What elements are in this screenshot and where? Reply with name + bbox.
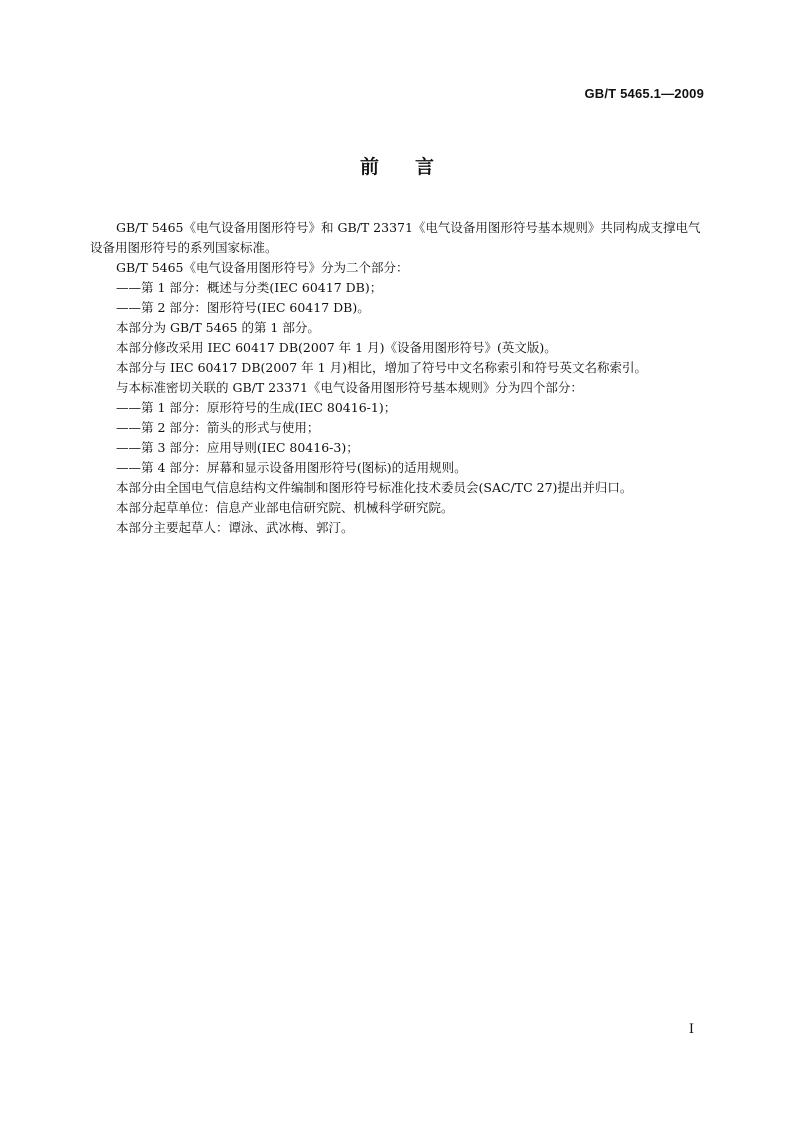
page-title: 前言 bbox=[359, 156, 470, 178]
foreword-body bbox=[90, 218, 704, 538]
list-item: ——第 3 部分：应用导则(IEC 80416-3)； bbox=[116, 440, 359, 455]
paragraph-part-statement: 本部分为 GB/T 5465 的第 1 部分。 bbox=[116, 320, 320, 335]
paragraph-differences: 本部分与 IEC 60417 DB(2007 年 1 月)相比，增加了符号中文名称索引和符号英文名称索引。 bbox=[116, 360, 647, 375]
standard-number: GB/T 5465.1—2009 bbox=[584, 86, 704, 101]
list-item: ——第 1 部分：原形符号的生成(IEC 80416-1)； bbox=[116, 400, 397, 415]
list-item: ——第 2 部分：图形符号(IEC 60417 DB)。 bbox=[116, 300, 370, 315]
paragraph-intro: GB/T 5465《电气设备用图形符号》和 GB/T 23371《电气设备用图形符号基本规则》共同构成支撑电气设备用图形符号的系列国家标准。 bbox=[90, 220, 701, 255]
page-number: I bbox=[688, 1022, 694, 1037]
paragraph-parts-gbt5465: GB/T 5465《电气设备用图形符号》分为二个部分： bbox=[116, 260, 409, 275]
list-item: ——第 2 部分：箭头的形式与使用； bbox=[116, 420, 320, 435]
paragraph-drafting-units: 本部分起草单位：信息产业部电信研究院、机械科学研究院。 bbox=[116, 500, 454, 515]
paragraph-proposer: 本部分由全国电气信息结构文件编制和图形符号标准化技术委员会(SAC/TC 27)提出并归口。 bbox=[116, 480, 633, 495]
paragraph-drafters: 本部分主要起草人：谭泳、武冰梅、郭汀。 bbox=[116, 520, 354, 535]
list-item: ——第 4 部分：屏幕和显示设备用图形符号(图标)的适用规则。 bbox=[116, 460, 467, 475]
paragraph-adoption: 本部分修改采用 IEC 60417 DB(2007 年 1 月)《设备用图形符号》(英文版)。 bbox=[116, 340, 557, 355]
paragraph-related-standard: 与本标准密切关联的 GB/T 23371《电气设备用图形符号基本规则》分为四个部分： bbox=[116, 380, 583, 395]
list-item: ——第 1 部分：概述与分类(IEC 60417 DB)； bbox=[116, 280, 383, 295]
